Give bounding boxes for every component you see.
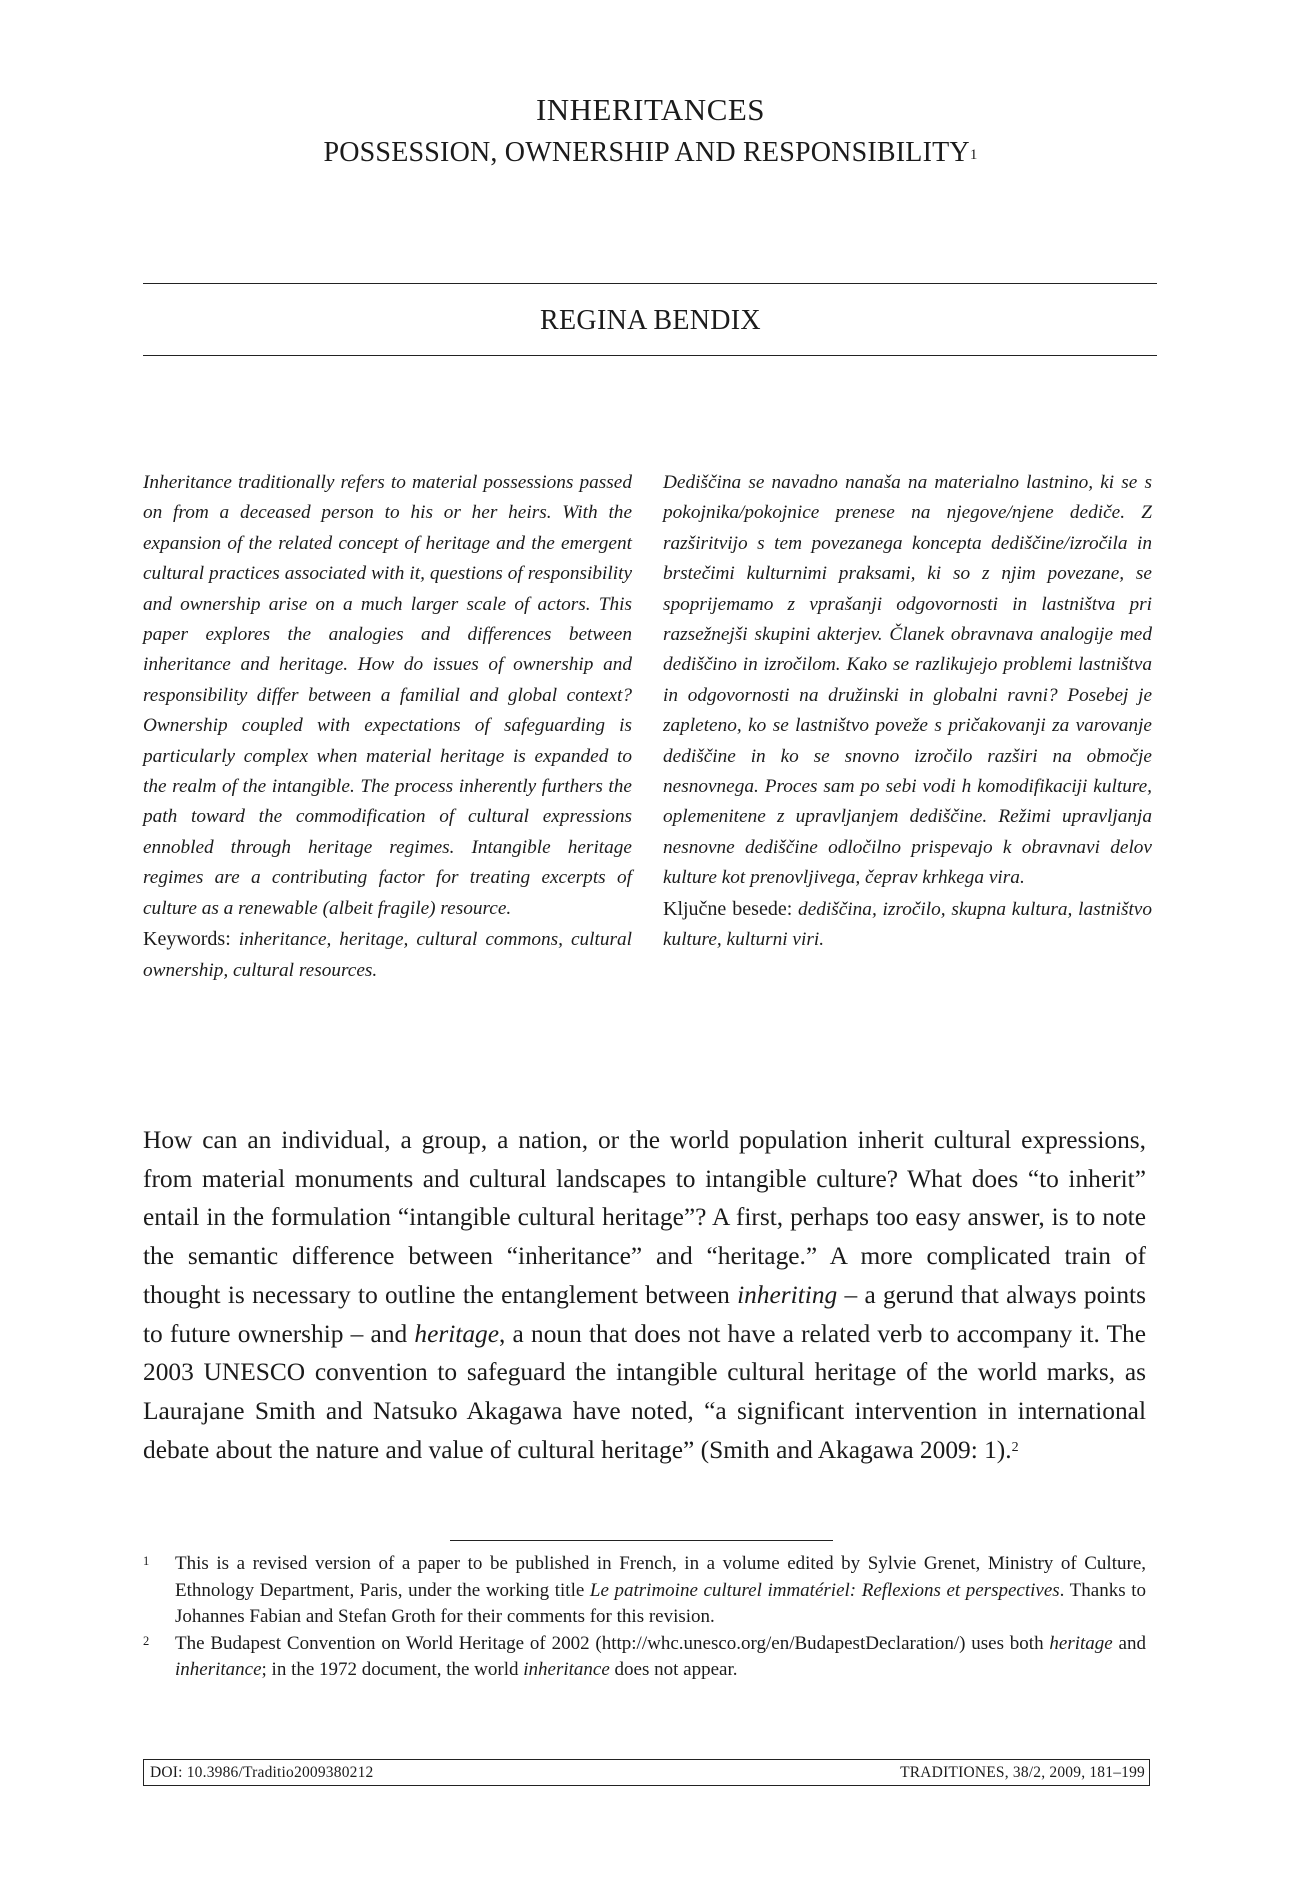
body-text-span: , a noun that does not have a related verb to accompany it. The 2003 UNESCO convention to safeguard the intangible cultural heritage of the world marks, as Laurajane Smith and Natsuko Akagawa have noted, “a significant intervention in international debate about the nature and value of cultural heritage” (Smith and Akagawa 2009: 1). xyxy=(143,1319,1146,1464)
page-footer xyxy=(143,1759,1150,1786)
body-paragraph xyxy=(143,1121,1146,1469)
keywords-list-sl: dediščina, izročilo, skupna kultura, lastništvo kulture, kulturni viri. xyxy=(663,898,1152,951)
abstract-english xyxy=(143,468,632,986)
keywords-english xyxy=(143,924,632,986)
abstract-english-text: Inheritance traditionally refers to material possessions passed on from a deceased person to his or her heirs. With the expansion of the related concept of heritage and the emergent cultural practices associated with it, questions of responsibility and ownership arise on a much larger scale of actors. This paper explores the analogies and differences between inheritance and heritage. How do issues of ownership and responsibility differ between a familial and global context? Ownership coupled with expectations of safeguarding is particularly complex when material heritage is expanded to the realm of the intangible. The process inherently furthers the path toward the commodification of cultural expressions ennobled through heritage regimes. Intangible heritage regimes are a contributing factor for treating excerpts of culture as a renewable (albeit fragile) resource. xyxy=(143,472,632,919)
footnote-number: 2 xyxy=(143,1633,150,1648)
footnote-text: The Budapest Convention on World Heritage of 2002 (http://whc.unesco.org/en/BudapestDeclaration/) uses both xyxy=(175,1632,1050,1654)
footnote-italic: heritage xyxy=(1049,1632,1113,1654)
footnote-text: and xyxy=(1112,1632,1146,1654)
header-rule-bottom xyxy=(143,355,1157,356)
author-name: REGINA BENDIX xyxy=(540,305,761,336)
subtitle-text: POSSESSION, OWNERSHIP AND RESPONSIBILITY xyxy=(323,137,970,168)
article-subtitle xyxy=(0,136,1301,170)
abstract-slovenian xyxy=(663,468,1152,956)
body-italic-inheriting: inheriting xyxy=(737,1280,838,1309)
body-text-span: – a gerund that always points to future ownership – and xyxy=(143,1280,1146,1348)
journal-citation: TRADITIONES, 38/2, 2009, 181–199 xyxy=(900,1764,1145,1781)
doi-link[interactable]: DOI: 10.3986/Traditio2009380212 xyxy=(150,1764,374,1781)
footnote-italic-title: Le patrimoine culturel immatériel: Reflexions et perspectives xyxy=(589,1579,1060,1601)
header-rule-top xyxy=(143,283,1157,284)
footnote-text: . Thanks to Johannes Fabian and Stefan Groth for their comments for this revision. xyxy=(175,1579,1146,1628)
abstract-slovenian-text: Dediščina se navadno nanaša na materialno lastnino, ki se s pokojnika/pokojnice prenese na njegove/njene dediče. Z razširitvijo s tem povezanega koncepta dediščine/izročila in brstečimi kulturnimi praksami, ki so z njim povezane, se spoprijemamo z vprašanji odgovornosti in lastništva pri razsežnejši skupini akterjev. Članek obravnava analogije med dediščino in izročilom. Kako se razlikujejo problemi lastništva in odgovornosti na družinski in globalni ravni? Posebej je zapleteno, ko se lastništvo poveže s pričakovanji za varovanje dediščine in ko se snovno izročilo razširi na območje nesnovnega. Proces sam po sebi vodi h komodifikaciji kulture, oplemenitene z upravljanjem dediščine. Režimi upravljanja nesnovne dediščine odločilno prispevajo k obravnavi delov kulture kot prenovljivega, čeprav krhkega vira. xyxy=(663,472,1152,889)
footnote-1 xyxy=(143,1551,1146,1631)
body-italic-heritage: heritage xyxy=(414,1319,500,1348)
footnote-italic: inheritance xyxy=(523,1659,610,1681)
footnote-ref-2[interactable]: 2 xyxy=(1011,1439,1019,1455)
body-text xyxy=(143,1121,1146,1469)
keywords-slovenian xyxy=(663,894,1152,956)
keywords-label-sl: Ključne besede: xyxy=(663,897,793,920)
footnote-separator xyxy=(450,1540,833,1541)
keywords-list: inheritance, heritage, cultural commons, cultural ownership, cultural resources. xyxy=(143,929,632,981)
footnote-ref-1[interactable]: 1 xyxy=(969,147,978,163)
footnote-italic: inheritance xyxy=(175,1659,262,1681)
footnote-text: ; in the 1972 document, the world xyxy=(261,1659,524,1681)
keywords-label: Keywords: xyxy=(143,928,231,951)
footnote-number: 1 xyxy=(143,1554,150,1568)
footnote-text: does not appear. xyxy=(609,1659,738,1681)
footnote-text: This is a revised version of a paper to be published in French, in a volume edited by Sylvie Grenet, Ministry of Culture, Ethnology Department, Paris, under the working title xyxy=(175,1553,1146,1601)
footnote-2 xyxy=(143,1631,1146,1684)
article-title: INHERITANCES xyxy=(535,92,766,127)
body-text-span: How can an individual, a group, a nation, or the world population inherit cultural expressions, from material monuments and cultural landscapes to intangible culture? What does “to inherit” entail in the formulation “intangible cultural heritage”? A first, perhaps too easy answer, is to note the semantic difference between “inheritance” and “heritage.” A more complicated train of thought is necessary to outline the entanglement between xyxy=(143,1126,1146,1309)
footnotes xyxy=(143,1551,1146,1684)
